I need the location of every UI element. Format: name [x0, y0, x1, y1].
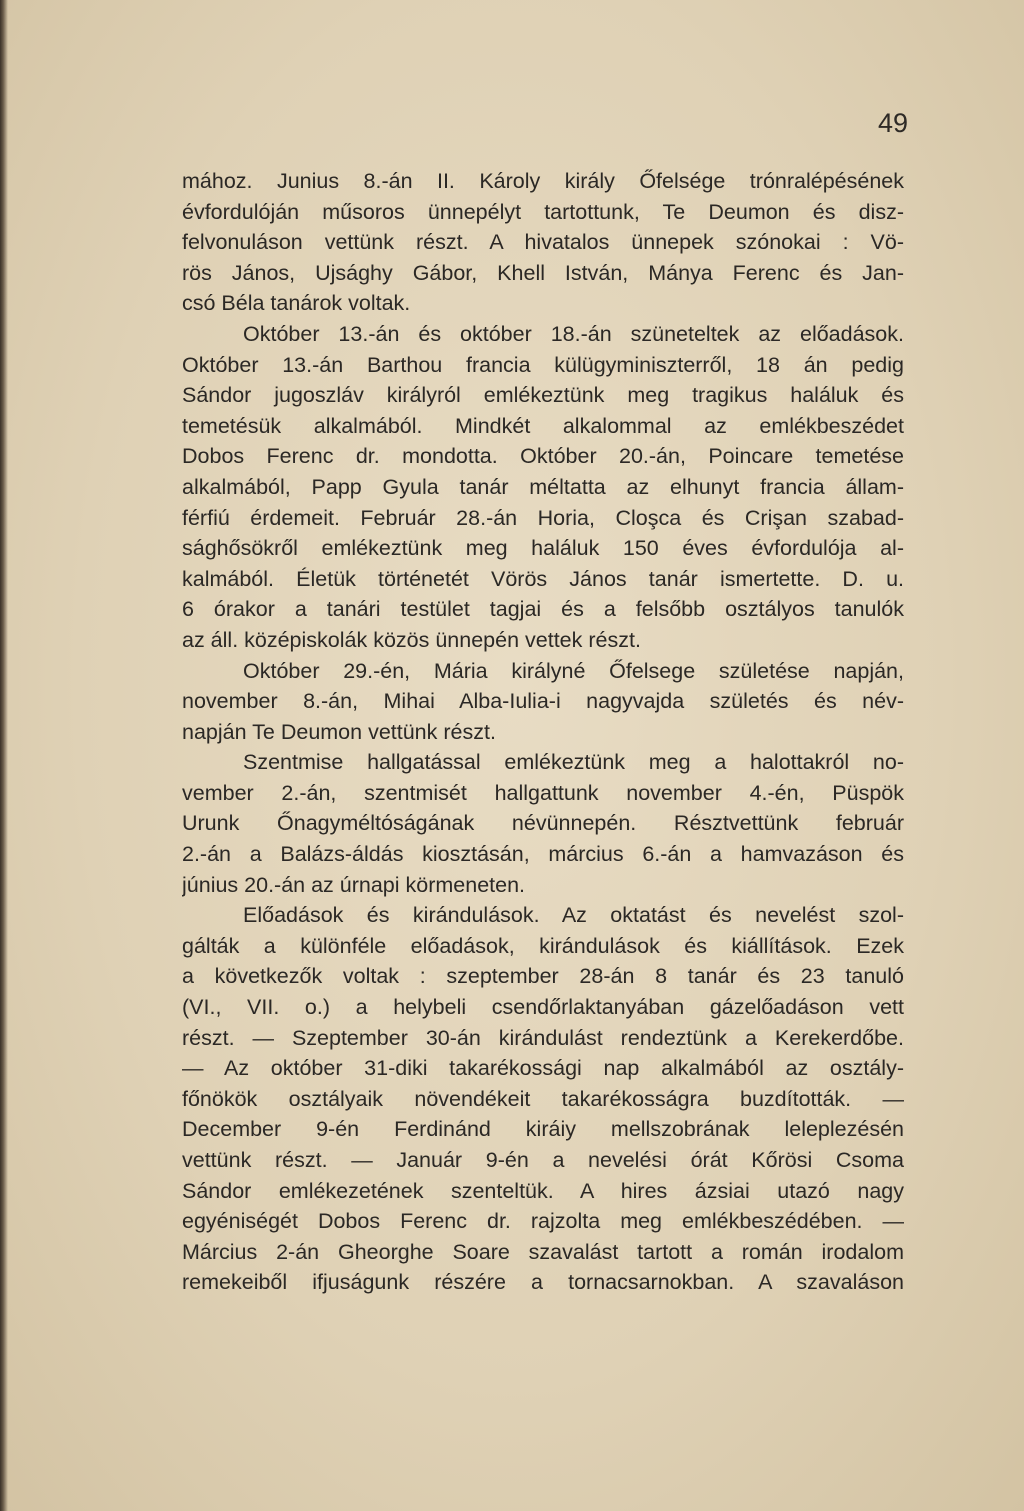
text-line: napján Te Deumon vettünk részt.	[182, 719, 496, 744]
text-line: Előadások és kirándulások. Az oktatást és nevelést szol-	[243, 903, 904, 928]
text-line: gálták a különféle előadások, kirándulások és kiállítások. Ezek	[182, 933, 904, 958]
text-line: sághősökről emlékeztünk meg haláluk 150 éves évfordulója al-	[182, 536, 904, 561]
text-line: az áll. középiskolák közös ünnepén vettek részt.	[182, 627, 641, 652]
text-line: Október 13.-án Barthou francia külügyminiszterről, 18 án pedig	[182, 352, 904, 377]
text-line: részt. — Szeptember 30-án kirándulást rendeztünk a Kerekerdőbe.	[182, 1025, 904, 1050]
text-line: remekeiből ifjuságunk részére a tornacsarnokban. A szavaláson	[182, 1270, 904, 1295]
text-line: mához. Junius 8.-án II. Károly király Őfelsége trónralépésének	[182, 169, 904, 193]
text-line: férfiú érdemeit. Február 28.-án Horia, Cloşca és Crişan szabad-	[182, 505, 904, 530]
text-line: kalmából. Életük történetét Vörös János tanár ismertette. D. u.	[182, 566, 904, 591]
text-line: november 8.-án, Mihai Alba-Iulia-i nagyvajda születés és név-	[182, 689, 904, 714]
text-line: — Az október 31-diki takarékossági nap alkalmából az osztály-	[182, 1056, 904, 1081]
text-line: Október 13.-án és október 18.-án szüneteltek az előadások.	[243, 321, 904, 346]
text-line: rös János, Ujsághy Gábor, Khell István, Mánya Ferenc és Jan-	[182, 260, 904, 285]
text-line: június 20.-án az úrnapi körmeneten.	[182, 872, 526, 897]
text-line: 2.-án a Balázs-áldás kiosztásán, március 6.-án a hamvazáson és	[182, 842, 904, 867]
text-line: csó Béla tanárok voltak.	[182, 291, 411, 316]
text-line: Dobos Ferenc dr. mondotta. Október 20.-án, Poincare temetése	[182, 444, 904, 469]
text-line: alkalmából, Papp Gyula tanár méltatta az elhunyt francia állam-	[182, 474, 904, 499]
text-line: főnökök osztályaik növendékeit takarékosságra buzdították. —	[182, 1086, 904, 1111]
text-line: temetésük alkalmából. Mindkét alkalommal az emlékbeszédet	[182, 413, 904, 438]
page-binding-edge	[0, 0, 8, 1511]
text-line: vember 2.-án, szentmisét hallgattunk november 4.-én, Püspök	[182, 780, 904, 805]
text-line: Urunk Őnagyméltóságának névünnepén. Résztvettünk február	[182, 811, 904, 836]
text-line: Sándor jugoszláv királyról emlékeztünk meg tragikus haláluk és	[182, 383, 904, 408]
page-number: 49	[877, 108, 908, 138]
text-line: Szentmise hallgatással emlékeztünk meg a halottakról no-	[243, 750, 904, 775]
text-line: a következők voltak : szeptember 28-án 8 tanár és 23 tanuló	[182, 964, 904, 989]
text-line: Október 29.-én, Mária királyné Őfelsege születése napján,	[243, 658, 904, 683]
text-line: egyéniségét Dobos Ferenc dr. rajzolta meg emlékbeszédében. —	[182, 1209, 904, 1234]
text-line: 6 órakor a tanári testület tagjai és a felsőbb osztályos tanulók	[182, 597, 904, 622]
text-line: Sándor emlékezetének szenteltük. A hires ázsiai utazó nagy	[182, 1178, 904, 1203]
body-text	[182, 166, 904, 1298]
text-line: (VI., VII. o.) a helybeli csendőrlaktanyában gázelőadáson vett	[182, 995, 904, 1020]
text-line: vettünk részt. — Január 9-én a nevelési órát Kőrösi Csoma	[182, 1148, 904, 1172]
text-line: December 9-én Ferdinánd kiráiy mellszobrának leleplezésén	[182, 1117, 904, 1142]
text-line: felvonuláson vettünk részt. A hivatalos ünnepek szónokai : Vö-	[182, 230, 904, 255]
text-line: Március 2-án Gheorghe Soare szavalást tartott a román irodalom	[182, 1239, 904, 1264]
text-line: évfordulóján műsoros ünnepélyt tartottunk, Te Deumon és disz-	[182, 199, 904, 224]
